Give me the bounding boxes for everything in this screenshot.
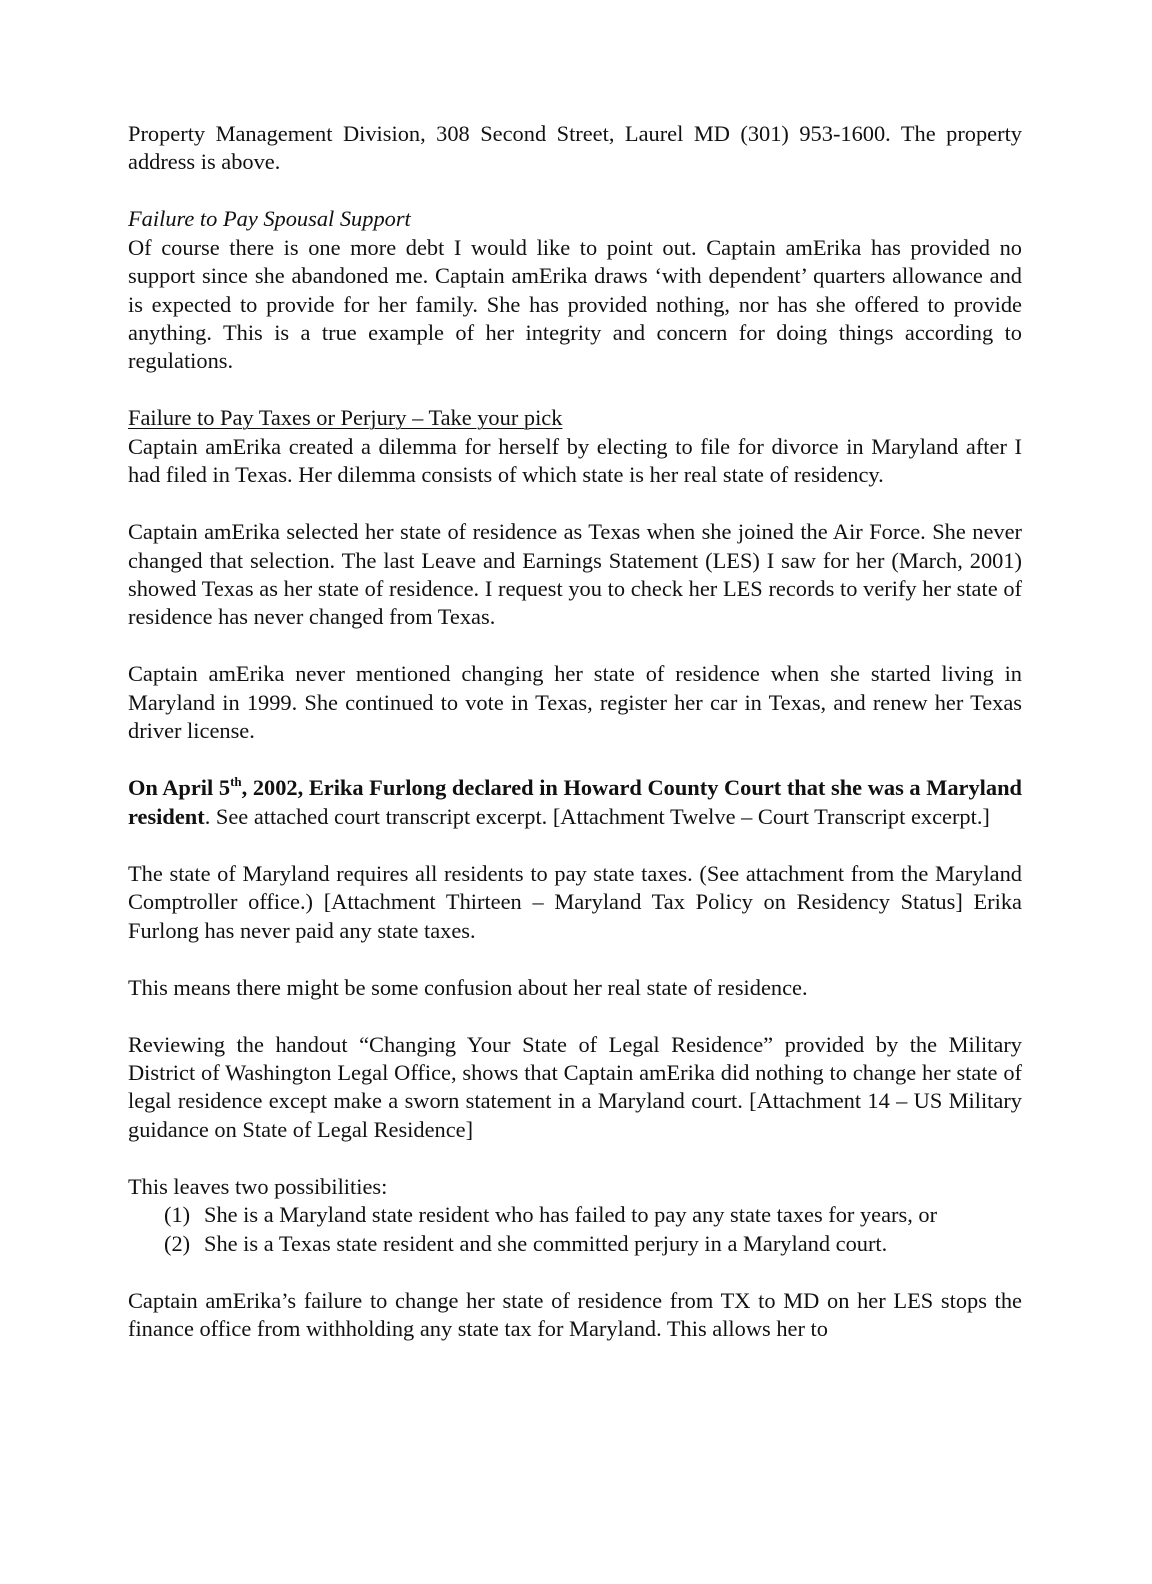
paragraph-state-taxes: The state of Maryland requires all residents to pay state taxes. (See attachment from the Maryland Comptroller office.) [Attachment Thirteen – Maryland Tax Policy on Residency Status] Erika Furlong has never paid any state taxes. bbox=[128, 860, 1022, 943]
paragraph-never-changed: Captain amErika never mentioned changing her state of residence when she started living in Maryland in 1999. She continued to vote in Texas, register her car in Texas, and renew her Texas driver license. bbox=[128, 661, 1022, 744]
list-item-possibility-2 bbox=[164, 1230, 1022, 1258]
heading-spousal-support: Failure to Pay Spousal Support bbox=[128, 206, 411, 232]
paragraph-reviewing-handout: Reviewing the handout “Changing Your State of Legal Residence” provided by the Military District of Washington Legal Office, shows that Captain amErika did nothing to change her state of legal residence except make a sworn statement in a Maryland court. [Attachment 14 – US Military guidance on State of Legal Residence] bbox=[128, 1031, 1022, 1142]
document-page bbox=[128, 120, 1022, 1343]
paragraph-dilemma: Captain amErika created a dilemma for herself by electing to file for divorce in Maryland after I had filed in Texas. Her dilemma consists of which state is her real state of residency. bbox=[128, 433, 1022, 488]
declaration-superscript: th bbox=[230, 773, 242, 789]
paragraph-property-address: Property Management Division, 308 Second Street, Laurel MD (301) 953-1600. The property address is above. bbox=[128, 121, 1022, 175]
paragraph-confusion: This means there might be some confusion about her real state of residence. bbox=[128, 974, 808, 1000]
paragraph-two-possibilities: This leaves two possibilities: bbox=[128, 1173, 388, 1199]
paragraph-court-declaration bbox=[128, 774, 1022, 831]
list-item-possibility-1 bbox=[164, 1201, 1022, 1229]
list-text: She is a Texas state resident and she committed perjury in a Maryland court. bbox=[204, 1230, 888, 1256]
list-text: She is a Maryland state resident who has failed to pay any state taxes for years, or bbox=[204, 1202, 938, 1228]
paragraph-finance-office: Captain amErika’s failure to change her state of residence from TX to MD on her LES stops the finance office from withholding any state tax for Maryland. This allows her to bbox=[128, 1287, 1022, 1341]
possibilities-list bbox=[128, 1201, 1022, 1258]
declaration-bold-start: On April 5 bbox=[128, 775, 231, 801]
declaration-rest: . See attached court transcript excerpt. [Attachment Twelve – Court Transcript excerpt.] bbox=[204, 803, 990, 829]
paragraph-spousal-support: Of course there is one more debt I would like to point out. Captain amErika has provided no support since she abandoned me. Captain amErika draws ‘with dependent’ quarters allowance and is expected to provide for her family. She has provided nothing, nor has she offered to provide anything. This is a true example of her integrity and concern for doing things according to regulations. bbox=[128, 234, 1022, 374]
heading-taxes-or-perjury bbox=[128, 404, 1022, 432]
heading-taxes-or-perjury-text: Failure to Pay Taxes or Perjury – Take your pick bbox=[128, 405, 563, 431]
paragraph-state-selected: Captain amErika selected her state of residence as Texas when she joined the Air Force. She never changed that selection. The last Leave and Earnings Statement (LES) I saw for her (March, 2001) showed Texas as her state of residence. I request you to check her LES records to verify her state of residence has never changed from Texas. bbox=[128, 519, 1022, 630]
list-number: (2) bbox=[164, 1230, 191, 1256]
declaration-bold-end: , 2002, Erika Furlong declared in Howard County Court that she was a Maryland resident bbox=[128, 775, 1022, 829]
list-number: (1) bbox=[164, 1202, 191, 1228]
